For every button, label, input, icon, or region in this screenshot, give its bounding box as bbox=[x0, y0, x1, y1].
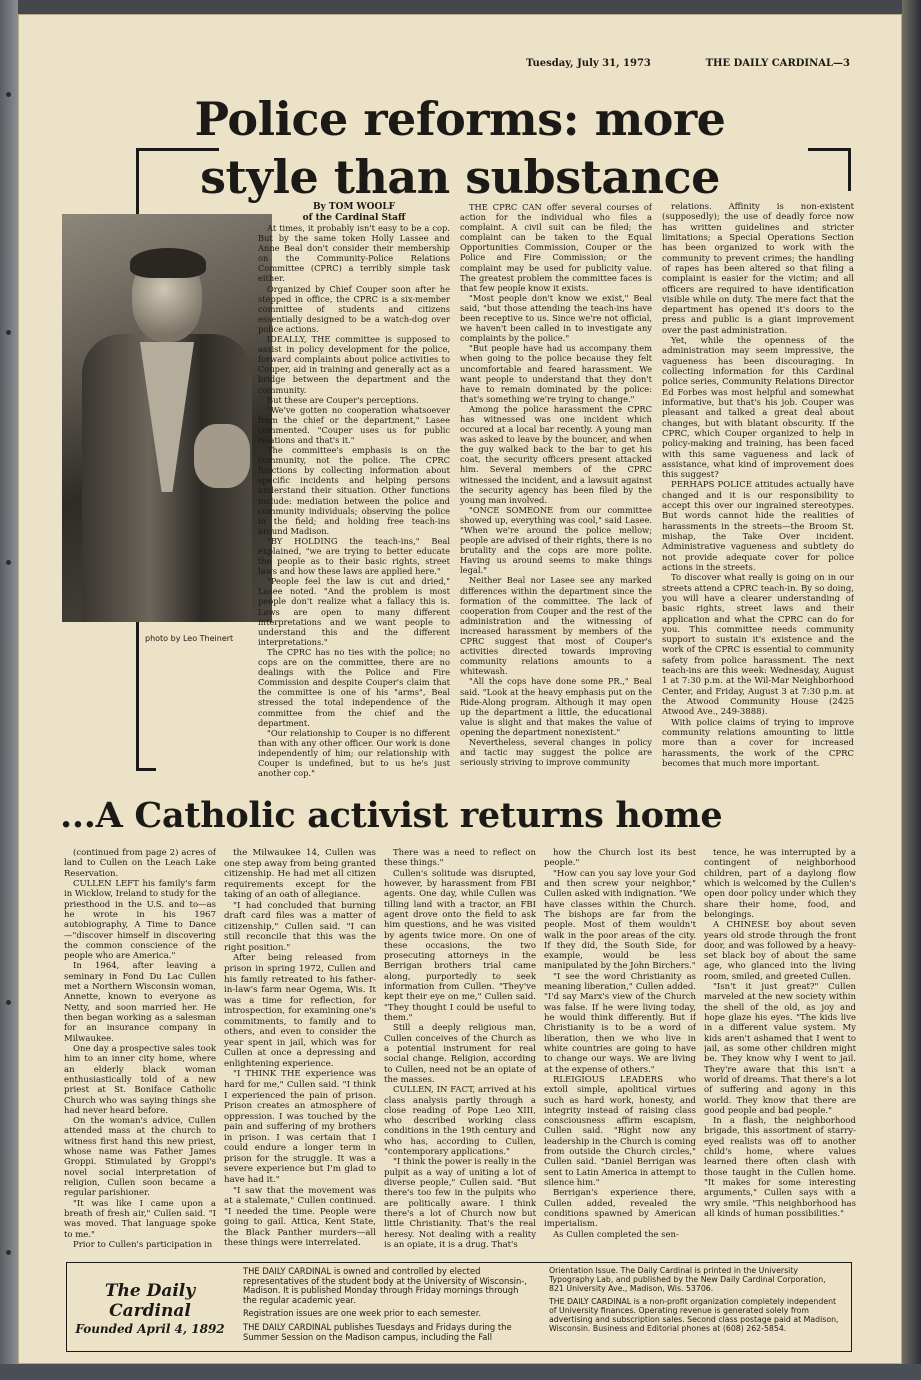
paragraph: "Isn't it just great?" Cullen marveled at the new society within the shell of the old, as joy and hope glaze his eyes. "The kids live in a different value system. My kids aren't ashamed that I went to jail, as some other children might be. They know why I went to jail. They're aware that this isn't a world of dreams. That there's a lot of suffering and agony in this world. They know that there are good people and bad people." bbox=[704, 982, 856, 1116]
paragraph: A CHINESE boy about seven years old strode through the front door, and was followed by a heavy-set black boy of about the same age, who glanced into the living room, smiled, and greeted Cullen. bbox=[704, 920, 856, 982]
scan-binding-edge bbox=[0, 0, 18, 1380]
paragraph: THE CPRC CAN offer several courses of action for the individual who files a complaint. A civil suit can be filed; the complaint can be taken to the Equal Opportunities Commission, Couper or the Police and Fire Commission; or the complaint may be used for publicity value. The greatest problem the committee faces is that few people know it exists. bbox=[460, 202, 652, 293]
story2-column-3 bbox=[384, 848, 536, 1250]
paragraph: "It was like I came upon a breath of fresh air," Cullen said. "I was moved. That language spoke to me." bbox=[64, 1198, 216, 1240]
publication-info-left bbox=[243, 1267, 533, 1346]
paragraph: "BY HOLDING the teach-ins," Beal explained, "we are trying to better educate the people as to their basic rights, street laws and how these laws are applied here." bbox=[258, 535, 450, 577]
story1-headline-line2: style than substance bbox=[200, 150, 720, 204]
binding-hole bbox=[6, 1000, 11, 1005]
binding-hole bbox=[6, 560, 11, 565]
issue-date: Tuesday, July 31, 1973 bbox=[526, 58, 651, 69]
paragraph: In a flash, the neighborhood brigade, this assortment of starry-eyed realists was off to another child's home, where values learned there often clash with those taught in the Cullen home. "It makes for some interesting arguments," Cullen says with a wry smile. "This neighborhood has all kinds of human possibilities." bbox=[704, 1116, 856, 1219]
paragraph: "All the cops have done some PR.," Beal said. "Look at the heavy emphasis put on the Ride-Along program. Although it may open up the department a little, the educational value is slight and that makes the value of opening the department nonexistent." bbox=[460, 676, 652, 737]
story2-headline: ...A Catholic activist returns home bbox=[60, 795, 723, 836]
scan-bottom-edge bbox=[0, 1364, 921, 1380]
paragraph: THE DAILY CARDINAL publishes Tuesdays and Fridays during the Summer Session on the Madison campus, including the Fall bbox=[243, 1321, 512, 1342]
paragraph: Nevertheless, several changes in policy and tactic may suggest the police are seriously striving to improve community bbox=[460, 736, 652, 768]
paragraph: Registration issues are one week prior to each semester. bbox=[243, 1308, 482, 1319]
portrait-photo bbox=[62, 214, 272, 622]
paragraph: CULLEN LEFT his family's farm in Wicklow, Ireland to study for the priesthood in the U.S. and to—as he wrote in his 1967 autobiography, A Time to Dance—"discover himself in discovering the common conscience of the people who are America." bbox=[64, 878, 216, 962]
paragraph: Berrigan's experience there, Cullen added, revealed the conditions spawned by American imperialism. bbox=[544, 1188, 696, 1230]
paragraph: There was a need to reflect on these things." bbox=[384, 848, 536, 869]
byline: By TOM WOOLF bbox=[312, 202, 396, 212]
scan-right-edge bbox=[902, 0, 921, 1380]
paragraph: relations. Affinity is non-existent (supposedly); the use of deadly force now has written guidelines and stricter limitations; a Special Operations Section has been organized to work with the community to prevent crimes; the handling of rapes has been altered so that filing a complaint is easier for the victim; and all officers are required to have identification visible while on duty. The mere fact that the department has opened it's doors to the press and public is a giant improvement over the past administration. bbox=[662, 202, 854, 336]
binding-hole bbox=[6, 1250, 11, 1255]
paragraph: "I think the power is really in the pulpit as a way of uniting a lot of diverse people," Cullen said. "But there's too few in the pulpits who are politically aware. I think there's a lot of Church now but little Christianity. That's the real heresy. Not dealing with a reality is an opiate, it is a drug. That's bbox=[384, 1157, 536, 1250]
paragraph: In 1964, after leaving a seminary in Fond Du Lac Cullen met a Northern Wisconsin woman, Annette, known to everyone as Netty, and soon married her. He then began working as a salesman for an insurance company in Milwaukee. bbox=[64, 961, 216, 1044]
masthead-title: The Daily Cardinal bbox=[104, 1281, 196, 1321]
paragraph: THE DAILY CARDINAL is owned and controlled by elected representatives of the student body at the University of Wisconsin-, Madison. It is published Monday through Friday mornings through the regular academic year. bbox=[243, 1267, 527, 1305]
story2-column-4 bbox=[544, 848, 696, 1240]
paragraph: Neither Beal nor Lasee see any marked differences within the department since the formation of the committee. The lack of cooperation from Couper and the rest of the administration and the witnessing of increased harassment by members of the CPRC suggest that most of Couper's activities directed towards improving community relations amounts to a whitewash. bbox=[460, 575, 652, 677]
paragraph: Prior to Cullen's participation in bbox=[73, 1239, 213, 1250]
paragraph: PERHAPS POLICE attitudes actually have changed and it is our responsibility to accept this over our ingrained stereotypes. But words cannot hide the realities of harassments in the streets—the Broom St. mishap, the Take Over incident. Administrative vagueness and subtlety do not provide adequate cover for police actions in the streets. bbox=[662, 480, 854, 573]
paragraph: Among the police harassment the CPRC has witnessed was one incident which occured at a local bar recently. A young man was asked to leave by the bouncer, and when the guy walked back to the bar to get his coat, the security officers present attacked him. Several members of the CPRC witnessed the incident, and a lawsuit against the security agency has been filed by the young man involved. bbox=[460, 403, 652, 505]
paragraph: THE DAILY CARDINAL is a non-profit organization completely independent of University finances. Operating revenue is generated solely from advertising and subscription sales. Second class postage paid at Madison, Wisconsin. Business and Editorial phones at (608) 262-5854. bbox=[549, 1296, 839, 1333]
story-bracket-foot bbox=[136, 768, 156, 771]
publication-page-label: THE DAILY CARDINAL—3 bbox=[705, 58, 850, 69]
paragraph: Cullen's solitude was disrupted, however, by harassment from FBI agents. One day, while Cullen was tilling land with a tractor, an FBI agent drove onto the field to ask him questions, and he was visited by agents twice more. On one of these occasions, the two prosecuting attorneys in the Berrigan brothers trial came along, purportedly to seek information from Cullen. "They've kept their eye on me," Cullen said. "They thought I could be useful to them." bbox=[384, 868, 536, 1023]
paragraph: how the Church lost its best people." bbox=[544, 848, 696, 869]
paragraph: IDEALLY, THE committee is supposed to assist in policy development for the police, forward complaints about police activities to Couper, aid in training and generally act as a bridge between the department and the community. bbox=[258, 334, 450, 395]
paragraph: "I see the word Christianity as meaning liberation," Cullen added. "I'd say Marx's view of the Church was false. If he were living today, he would think differently. But if Christianity is to be a word of liberation, then we who live in white countries are going to have to change our ways. We are living at the expense of others." bbox=[544, 971, 696, 1075]
masthead-box bbox=[66, 1262, 852, 1352]
paragraph: "I THINK THE experience was hard for me," Cullen said. "I think I experienced the pain of prison. Prison creates an atmosphere of oppression. I was touched by the pain and suffering of my brothers in prison. I was certain that I could endure a longer term in prison for the struggle. It was a severe experience but I'm glad to have had it." bbox=[224, 1069, 376, 1185]
paragraph: tence, he was interrupted by a contingent of neighborhood children, part of a daylong flow which is welcomed by the Cullen's open door policy under which they share their home, food, and belongings. bbox=[704, 848, 856, 920]
newspaper-page bbox=[18, 14, 902, 1364]
story2-column-5 bbox=[704, 848, 856, 1219]
paragraph: "I saw that the movement was at a stalemate," Cullen continued. "I needed the time. People were going to gail. Attica, Kent State, the Black Panther murders—all these things were interrelated. bbox=[224, 1185, 376, 1249]
photo-hair-shape bbox=[130, 248, 206, 278]
paragraph: "We've gotten no cooperation whatsoever from the chief or the department," Lasee commented. "Couper uses us for public relations and that's it." bbox=[258, 404, 450, 445]
byline-org: of the Cardinal Staff bbox=[302, 213, 406, 223]
story1-column-2 bbox=[460, 202, 652, 767]
masthead-founded: Founded April 4, 1892 bbox=[75, 1322, 225, 1336]
paragraph: "I had concluded that burning draft card files was a matter of citizenship," Cullen said. "I can still reconcile that this was the right position." bbox=[224, 900, 376, 953]
page-header bbox=[18, 56, 902, 74]
headline-bracket-left bbox=[136, 148, 219, 165]
paragraph: "How can you say love your God and then screw your neighbor," Cullen asked with indignation. "We have classes within the Church. The bishops are far from the people. Most of them wouldn't walk in the poor areas of the city. If they did, the South Side, for example, would be less manipulated by the John Birchers." bbox=[544, 868, 696, 972]
paragraph: "Our relationship to Couper is no different than with any other officer. Our work is done independently of him; our relationship with Couper is undefined, but to us he's just another cop." bbox=[258, 727, 450, 779]
paragraph: "ONCE SOMEONE from our committee showed up, everything was cool," said Lasee. "When we're around the police mellow; people are advised of their rights, there is no brutality and the cops are more polite. Having us around seems to make things legal." bbox=[460, 504, 652, 576]
paragraph: Orientation Issue. The Daily Cardinal is printed in the University Typography Lab, and published by the New Daily Cardinal Corporation, 821 University Ave., Madison, Wis. 53706. bbox=[549, 1267, 826, 1293]
story1-column-1 bbox=[258, 202, 450, 778]
scan-top-edge bbox=[0, 0, 921, 14]
headline-bracket-right bbox=[808, 148, 851, 191]
paragraph: At times, it probably isn't easy to be a cop. But by the same token Holly Lassee and Anne Beal don't consider their membership on the Community-Police Relations Committee (CPRC) a terribly simple task either. bbox=[258, 223, 450, 284]
paragraph: To discover what really is going on in our streets attend a CPRC teach-in. By so doing, you will have a clearer understanding of basic rights, street laws and their application and what the CPRC can do for you. This committee needs community support to sustain it's existence and the work of the CPRC is essential to community safety from police harassment. The next teach-ins are this week: Wednesday, August 1 at 7:30 p.m. at the Wil-Mar Neighborhood Center, and Friday, August 3 at 7:30 p.m. at the Atwood Community House (2425 Atwood Ave., 249-3888). bbox=[662, 573, 854, 718]
paragraph: The CPRC has no ties with the police; no cops are on the committee, there are no dealings with the Police and Fire Commission and despite Couper's claim that the committee is one of his "arms", Beal stressed the total independence of the committee from the chief and the department. bbox=[258, 646, 450, 728]
paragraph: On the woman's advice, Cullen attended mass at the church to witness first hand this new priest, whose name was Father James Groppi. Stimulated by Groppi's novel social interpretation of religion, Cullen soon became a regular parishioner. bbox=[64, 1116, 216, 1199]
story1-headline-line1: Police reforms: more bbox=[194, 92, 726, 146]
story2-column-1 bbox=[64, 848, 216, 1250]
photo-hand-shape bbox=[194, 424, 250, 488]
paragraph: "But people have had us accompany them when going to the police because they felt uncomfortable and feared harassment. We want people to understand that they don't have to remain dominated by the police: that's something we're trying to change." bbox=[460, 343, 652, 404]
paragraph: the Milwaukee 14, Cullen was one step away from being granted citizenship. He had met all citizen requirements except for the taking of an oath of allegiance. bbox=[224, 848, 376, 901]
paragraph: One day a prospective sales took him to an inner city home, where an elderly black woman enthusiastically told of a new priest at St. Boniface Catholic Church who was saying things she had never heard before. bbox=[64, 1043, 216, 1116]
binding-hole bbox=[6, 330, 11, 335]
paragraph: With police claims of trying to improve community relations amounting to little more than a cover for increased harassments, the work of the CPRC becomes that much more important. bbox=[662, 717, 854, 769]
binding-hole bbox=[6, 92, 11, 97]
paragraph: Still a deeply religious man, Cullen conceives of the Church as a potential instrument for real social change. Religion, according to Cullen, need not be an opiate of the masses. bbox=[384, 1023, 536, 1085]
paragraph: But these are Couper's perceptions. bbox=[267, 394, 419, 405]
paragraph: RLEIGIOUS LEADERS who extoll simple, apolitical virtues such as hard work, honesty, and integrity instead of raising class consciousness affirm escapism, Cullen said. "Right now any leadership in the Church is coming from outside the Church circles," Cullen said. "Daniel Berrigan was sent to Latin America in attempt to silence him." bbox=[544, 1074, 696, 1188]
publication-info-right bbox=[549, 1267, 839, 1338]
masthead-logo bbox=[75, 1281, 225, 1337]
paragraph: CULLEN, IN FACT, arrived at his class analysis partly through a close reading of Pope Leo XIII, who described working class conditions in the 19th century and who has, according to Cullen, "contemporary applications." bbox=[384, 1085, 536, 1158]
paragraph: As Cullen completed the sen- bbox=[553, 1229, 679, 1240]
paragraph: After being released from prison in spring 1972, Cullen and his family retreated to his father-in-law's farm near Ogema, Wis. It was a time for reflection, for introspection, for examining one's commitments, to family and to others, and even to consider the year spent in jail, which was for Cullen at once a depressing and enlightening experience. bbox=[224, 953, 376, 1069]
story1-column-3 bbox=[662, 202, 854, 769]
story2-column-2 bbox=[224, 848, 376, 1249]
paragraph: "Most people don't know we exist," Beal said, "but those attending the teach-ins have been receptive to us. Since we're not official, we haven't been called in to investigate any complaints by the police." bbox=[460, 292, 652, 344]
paragraph: The committee's emphasis is on the community, not the police. The CPRC functions by collecting information about specific incidents and helping persons understand their situation. Other functions include: mediation between the police and community individuals; observing the police in the field; and holding free teach-ins around Madison. bbox=[258, 445, 450, 536]
paragraph: (continued from page 2) acres of land to Cullen on the Leach Lake Reservation. bbox=[64, 848, 216, 879]
paragraph: Yet, while the openness of the administration may seem impressive, the vagueness has been discouraging. In collecting information for this Cardinal police series, Community Relations Director Ed Forbes was most helpful and somewhat informative, but that's his job. Couper was pleasant and talked a great deal about changes, but with blatant obscurity. If the CPRC, which Couper organized to help in policy-making and training, has been faced with this same vagueness and lack of assistance, what kind of improvement does this suggest? bbox=[662, 336, 854, 481]
paragraph: "People feel the law is cut and dried," Lasee noted. "And the problem is most people don't realize what a fallacy this is. Laws are open to many different interpretations and we want people to understand this and the different interpretations." bbox=[258, 576, 450, 647]
paragraph: Organized by Chief Couper soon after he stepped in office, the CPRC is a six-member committee of students and citizens essentially designed to be a watch-dog over police actions. bbox=[258, 283, 450, 334]
photo-credit: photo by Leo Theinert bbox=[145, 634, 234, 643]
